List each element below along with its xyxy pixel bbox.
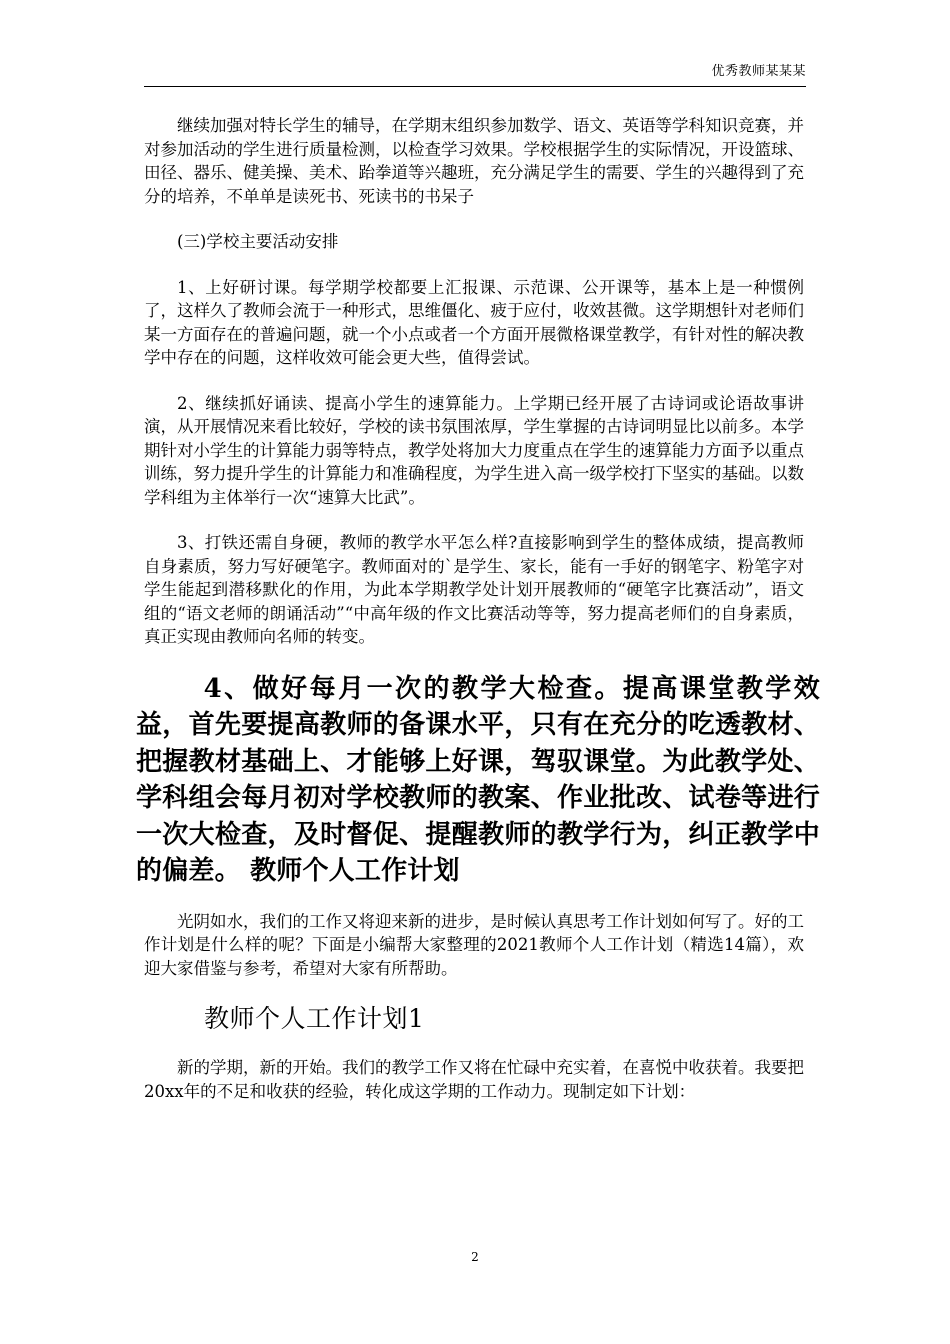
- paragraph-new-semester: 新的学期，新的开始。我们的教学工作又将在忙碌中充实着，在喜悦中收获着。我要把20xx年的不足和收获的经验，转化成这学期的工作动力。现制定如下计划：: [144, 1058, 804, 1101]
- paragraph-intro: 光阴如水，我们的工作又将迎来新的进步，是时候认真思考工作计划如何写了。好的工作计划是什么样的呢？下面是小编帮大家整理的2021教师个人工作计划（精选14篇），欢迎大家借鉴与参考，希望对大家有所帮助。: [144, 911, 804, 978]
- section-title-plan-1: 教师个人工作计划1: [204, 1004, 425, 1033]
- document-body: [136, 114, 820, 1125]
- paragraph-research-lessons: 1、上好研讨课。每学期学校都要上汇报课、示范课、公开课等，基本上是一种惯例了，这样久了教师会流于一种形式，思维僵化、疲于应付，收效甚微。这学期想针对老师们某一方面存在的普遍问题，就一个小点或者一个方面开展微格课堂教学，有针对性的解决教学中存在的问题，这样收效可能会更大些，值得尝试。: [144, 277, 804, 367]
- header-author: 优秀教师某某某: [711, 64, 806, 79]
- subheading-main-activities: (三)学校主要活动安排: [177, 232, 339, 251]
- paragraph-special-students: 继续加强对特长学生的辅导，在学期末组织参加数学、语文、英语等学科知识竞赛，并对参加活动的学生进行质量检测，以检查学习效果。学校根据学生的实际情况，开设篮球、田径、器乐、健美操、美术、跆拳道等兴趣班，充分满足学生的需要、学生的兴趣得到了充分的培养，不单单是读死书、死读书的书呆子: [144, 116, 804, 206]
- paragraph-handwriting: 3、打铁还需自身硬，教师的教学水平怎么样?直接影响到学生的整体成绩，提高教师自身素质，努力写好硬笔字。教师面对的`是学生、家长，能有一手好的钢笔字、粉笔字对学生能起到潜移默化的作用，为此本学期教学处计划开展教师的“硬笔字比赛活动”，语文组的“语文老师的朗诵活动”“中高年级的作文比赛活动等等，努力提高老师们的自身素质，真正实现由教师向名师的转变。: [144, 533, 804, 646]
- page-number: 2: [471, 1250, 479, 1264]
- page-header: [144, 58, 806, 87]
- document-title-tail: 教师个人工作计划: [250, 856, 460, 886]
- paragraph-monthly-inspection: [136, 671, 820, 890]
- paragraph-recitation-calculation: 2、继续抓好诵读、提高小学生的速算能力。上学期已经开展了古诗词或论语故事讲演，从开展情况来看比较好，学校的读书氛围浓厚，学生掌握的古诗词明显比以前多。本学期针对小学生的计算能力弱等特点，教学处将加大力度重点在学生的速算能力方面予以重点训练，努力提升学生的计算能力和准确程度，为学生进入高一级学校打下坚实的基础。以数学科组为主体举行一次“速算大比武”。: [144, 393, 804, 507]
- monthly-inspection-text: 4、做好每月一次的教学大检查。提高课堂教学效益，首先要提高教师的备课水平，只有在充分的吃透教材、把握教材基础上、才能够上好课，驾驭课堂。为此教学处、学科组会每月初对学校教师的教案、作业批改、试卷等进行一次大检查，及时督促、提醒教师的教学行为，纠正教学中的偏差。: [136, 673, 820, 886]
